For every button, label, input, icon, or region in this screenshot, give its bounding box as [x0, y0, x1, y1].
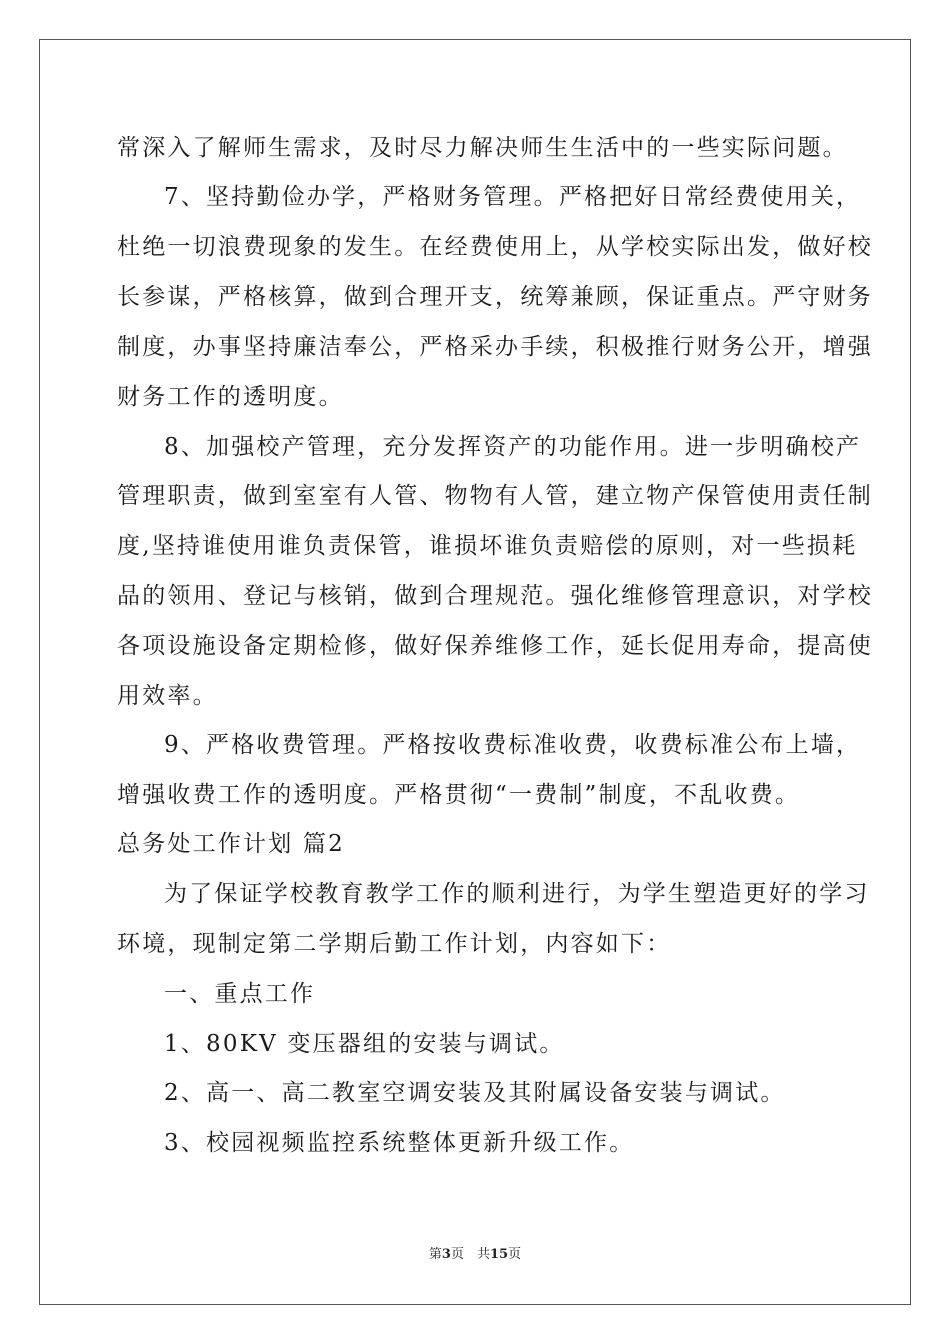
text-line: 长参谋，严格核算，做到合理开支，统筹兼顾，保证重点。严守财务 [117, 284, 873, 310]
footer-suffix: 页 [508, 1247, 522, 1262]
text-line: 常深入了解师生需求，及时尽力解决师生生活中的一些实际问题。 [117, 135, 848, 161]
text-line: 制度，办事坚持廉洁奉公，严格采办手续，积极推行财务公开，增强 [117, 334, 873, 360]
text-line: 7、坚持勤俭办学，严格财务管理。严格把好日常经费使用关， [164, 184, 862, 210]
text-line: 财务工作的透明度。 [117, 384, 344, 410]
text-line: 一、重点工作 [164, 981, 316, 1007]
text-line: 增强收费工作的透明度。严格贯彻“一费制”制度，不乱收费。 [117, 782, 801, 808]
page-border [39, 39, 911, 1305]
text-line: 9、严格收费管理。严格按收费标准收费，收费标准公布上墙， [164, 732, 862, 758]
page-footer [0, 1246, 950, 1264]
text-line: 各项设施设备定期检修，做好保养维修工作，延长促用寿命，提高使 [117, 633, 873, 659]
text-line: 度,坚持谁使用谁负责保管，谁损坏谁负责赔偿的原则，对一些损耗 [117, 533, 858, 559]
text-line: 杜绝一切浪费现象的发生。在经费使用上，从学校实际出发，做好校 [117, 234, 873, 260]
text-line: 8、加强校产管理，充分发挥资产的功能作用。进一步明确校产 [164, 434, 862, 460]
text-line: 3、校园视频监控系统整体更新升级工作。 [164, 1130, 635, 1156]
text-line: 管理职责，做到室室有人管、物物有人管，建立物产保管使用责任制 [117, 483, 873, 509]
section-heading: 总务处工作计划 篇2 [117, 831, 345, 857]
text-line: 用效率。 [117, 683, 218, 709]
text-line: 2、高一、高二教室空调安装及其附属设备安装与调试。 [164, 1080, 786, 1106]
footer-current-page: 3 [441, 1247, 451, 1262]
footer-mid: 页 共 [450, 1247, 490, 1262]
text-line: 品的领用、登记与核销，做到合理规范。强化维修管理意识，对学校 [117, 583, 873, 609]
footer-prefix: 第 [428, 1247, 442, 1262]
text-line: 1、80KV 变压器组的安装与调试。 [164, 1031, 565, 1057]
footer-total-pages: 15 [489, 1247, 509, 1262]
text-line: 环境，现制定第二学期后勤工作计划，内容如下： [117, 931, 672, 957]
text-line: 为了保证学校教育教学工作的顺利进行，为学生塑造更好的学习 [164, 881, 870, 907]
